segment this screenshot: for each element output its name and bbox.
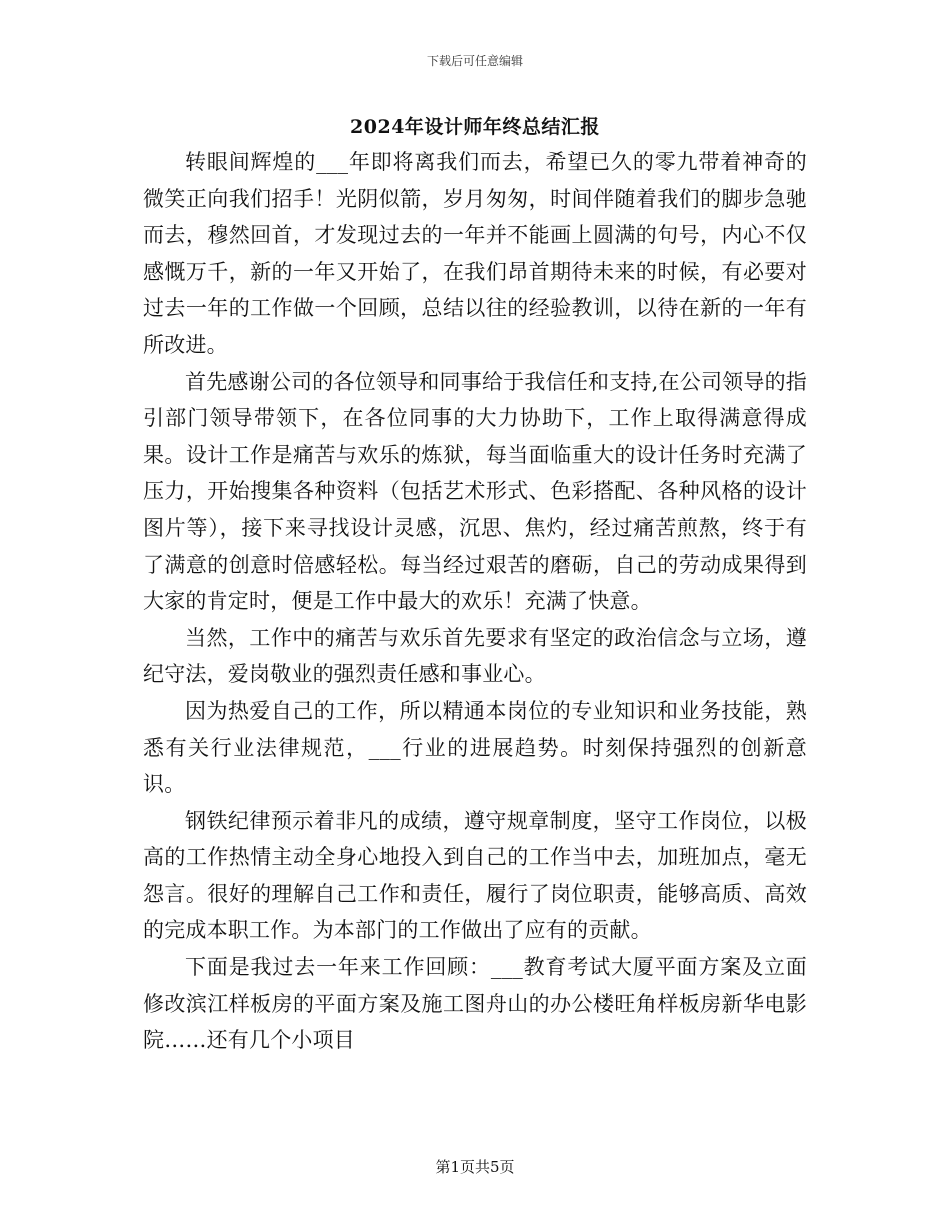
page-header-note: 下载后可任意编辑 — [426, 54, 523, 68]
paragraph-intro: 转眼间辉煌的___年即将离我们而去，希望已久的零九带着神奇的微笑正向我们招手！光阴似箭，岁月匆匆，时间伴随着我们的脚步急驰而去，穆然回首，才发现过去的一年并不能画上圆满的句号，内心不仅感慨万千，新的一年又开始了，在我们昂首期待未来的时候，有必要对过去一年的工作做一个回顾，总结以往的经验教训，以待在新的一年有所改进。 — [143, 150, 807, 357]
page-number: 第1页共5页 — [435, 1158, 515, 1176]
paragraph-review: 下面是我过去一年来工作回顾：___教育考试大厦平面方案及立面修改滨江样板房的平面方案及施工图舟山的办公楼旺角样板房新华电影院……还有几个小项目 — [143, 955, 807, 1053]
document-body — [143, 144, 807, 1059]
paragraph-thanks: 首先感谢公司的各位领导和同事给于我信任和支持,在公司领导的指引部门领导带领下，在各位同事的大力协助下，工作上取得满意得成果。设计工作是痛苦与欢乐的炼狱，每当面临重大的设计任务时充满了压力，开始搜集各种资料（包括艺术形式、色彩搭配、各种风格的设计图片等），接下来寻找设计灵感，沉思、焦灼，经过痛苦煎熬，终于有了满意的创意时倍感轻松。每当经过艰苦的磨砺，自己的劳动成果得到大家的肯定时，便是工作中最大的欢乐！充满了快意。 — [143, 369, 807, 614]
document-title: 2024年设计师年终总结汇报 — [350, 116, 600, 138]
paragraph-expertise: 因为热爱自己的工作，所以精通本岗位的专业知识和业务技能，熟悉有关行业法律规范，___行业的进展趋势。时刻保持强烈的创新意识。 — [143, 698, 807, 797]
paragraph-principles: 当然，工作中的痛苦与欢乐首先要求有坚定的政治信念与立场，遵纪守法，爱岗敬业的强烈责任感和事业心。 — [143, 625, 807, 687]
paragraph-discipline: 钢铁纪律预示着非凡的成绩，遵守规章制度，坚守工作岗位，以极高的工作热情主动全身心地投入到自己的工作当中去，加班加点，毫无怨言。很好的理解自己工作和责任，履行了岗位职责，能够高质、高效的完成本职工作。为本部门的工作做出了应有的贡献。 — [143, 808, 807, 943]
